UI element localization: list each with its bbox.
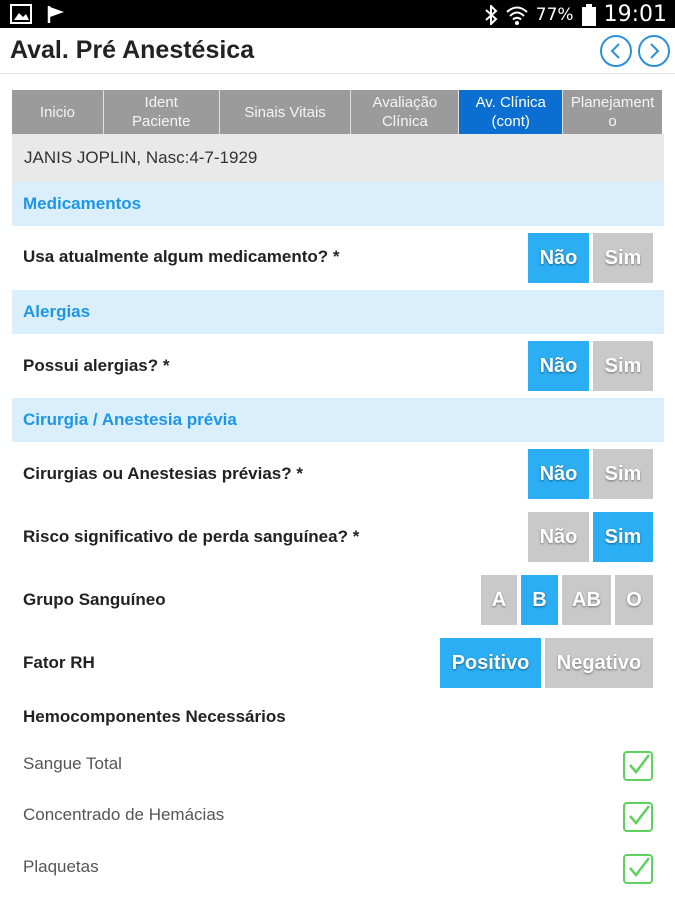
medicamento-question: Usa atualmente algum medicamento? * [23,247,340,266]
grupo-a-button[interactable]: A [481,575,517,625]
grupo-b-button[interactable]: B [521,575,558,625]
sangue-total-label: Sangue Total [23,754,122,773]
sangue-total-checkbox[interactable] [622,750,654,782]
plaquetas-label: Plaquetas [23,857,99,876]
clock: 19:01 [603,2,667,27]
fator-positivo-button[interactable]: Positivo [440,638,541,688]
alergias-sim-button[interactable]: Sim [593,341,653,391]
status-bar [0,0,675,28]
section-alergias: Alergias [12,290,664,334]
chevron-left-icon [609,43,623,59]
cirurgias-sim-button[interactable]: Sim [593,449,653,499]
alergias-nao-button[interactable]: Não [528,341,589,391]
fator-negativo-button[interactable]: Negativo [545,638,653,688]
tab-av-clinica-cont[interactable]: Av. Clínica (cont) [459,90,563,134]
risco-sim-button[interactable]: Sim [593,512,653,562]
wifi-icon [506,5,528,25]
next-button[interactable] [638,35,670,67]
risco-nao-button[interactable]: Não [528,512,589,562]
section-cirurgia: Cirurgia / Anestesia prévia [12,398,664,442]
app-bar [0,28,675,74]
cirurgias-nao-button[interactable]: Não [528,449,589,499]
concentrado-hemacias-checkbox[interactable] [622,801,654,833]
grupo-sanguineo-label: Grupo Sanguíneo [23,590,166,609]
alergias-question: Possui alergias? * [23,356,170,375]
grupo-ab-button[interactable]: AB [562,575,611,625]
previous-button[interactable] [600,35,632,67]
cirurgias-question: Cirurgias ou Anestesias prévias? * [23,464,303,483]
gallery-icon [10,4,32,24]
flag-icon [46,4,68,24]
tab-planejamento[interactable]: Planejamento [563,90,662,134]
section-medicamentos: Medicamentos [12,182,664,226]
medicamento-sim-button[interactable]: Sim [593,233,653,283]
bluetooth-icon [484,5,498,25]
risco-question: Risco significativo de perda sanguínea? * [23,527,360,546]
battery-percent: 77% [535,4,574,25]
patient-info: JANIS JOPLIN, Nasc:4-7-1929 [12,134,664,182]
tab-sinais-vitais[interactable]: Sinais Vitais [220,90,352,134]
plaquetas-checkbox[interactable] [622,853,654,885]
tab-ident-paciente[interactable]: Ident Paciente [104,90,220,134]
tab-avaliacao-clinica[interactable]: Avaliação Clínica [351,90,459,134]
tab-inicio[interactable]: Inicio [12,90,104,134]
page-title: Aval. Pré Anestésica [10,36,255,64]
battery-icon [582,4,596,26]
grupo-o-button[interactable]: O [615,575,653,625]
fator-rh-label: Fator RH [23,653,95,672]
concentrado-hemacias-label: Concentrado de Hemácias [23,805,225,824]
hemocomponentes-label: Hemocomponentes Necessários [23,707,286,726]
tab-bar [12,90,662,134]
medicamento-nao-button[interactable]: Não [528,233,589,283]
chevron-right-icon [647,43,661,59]
